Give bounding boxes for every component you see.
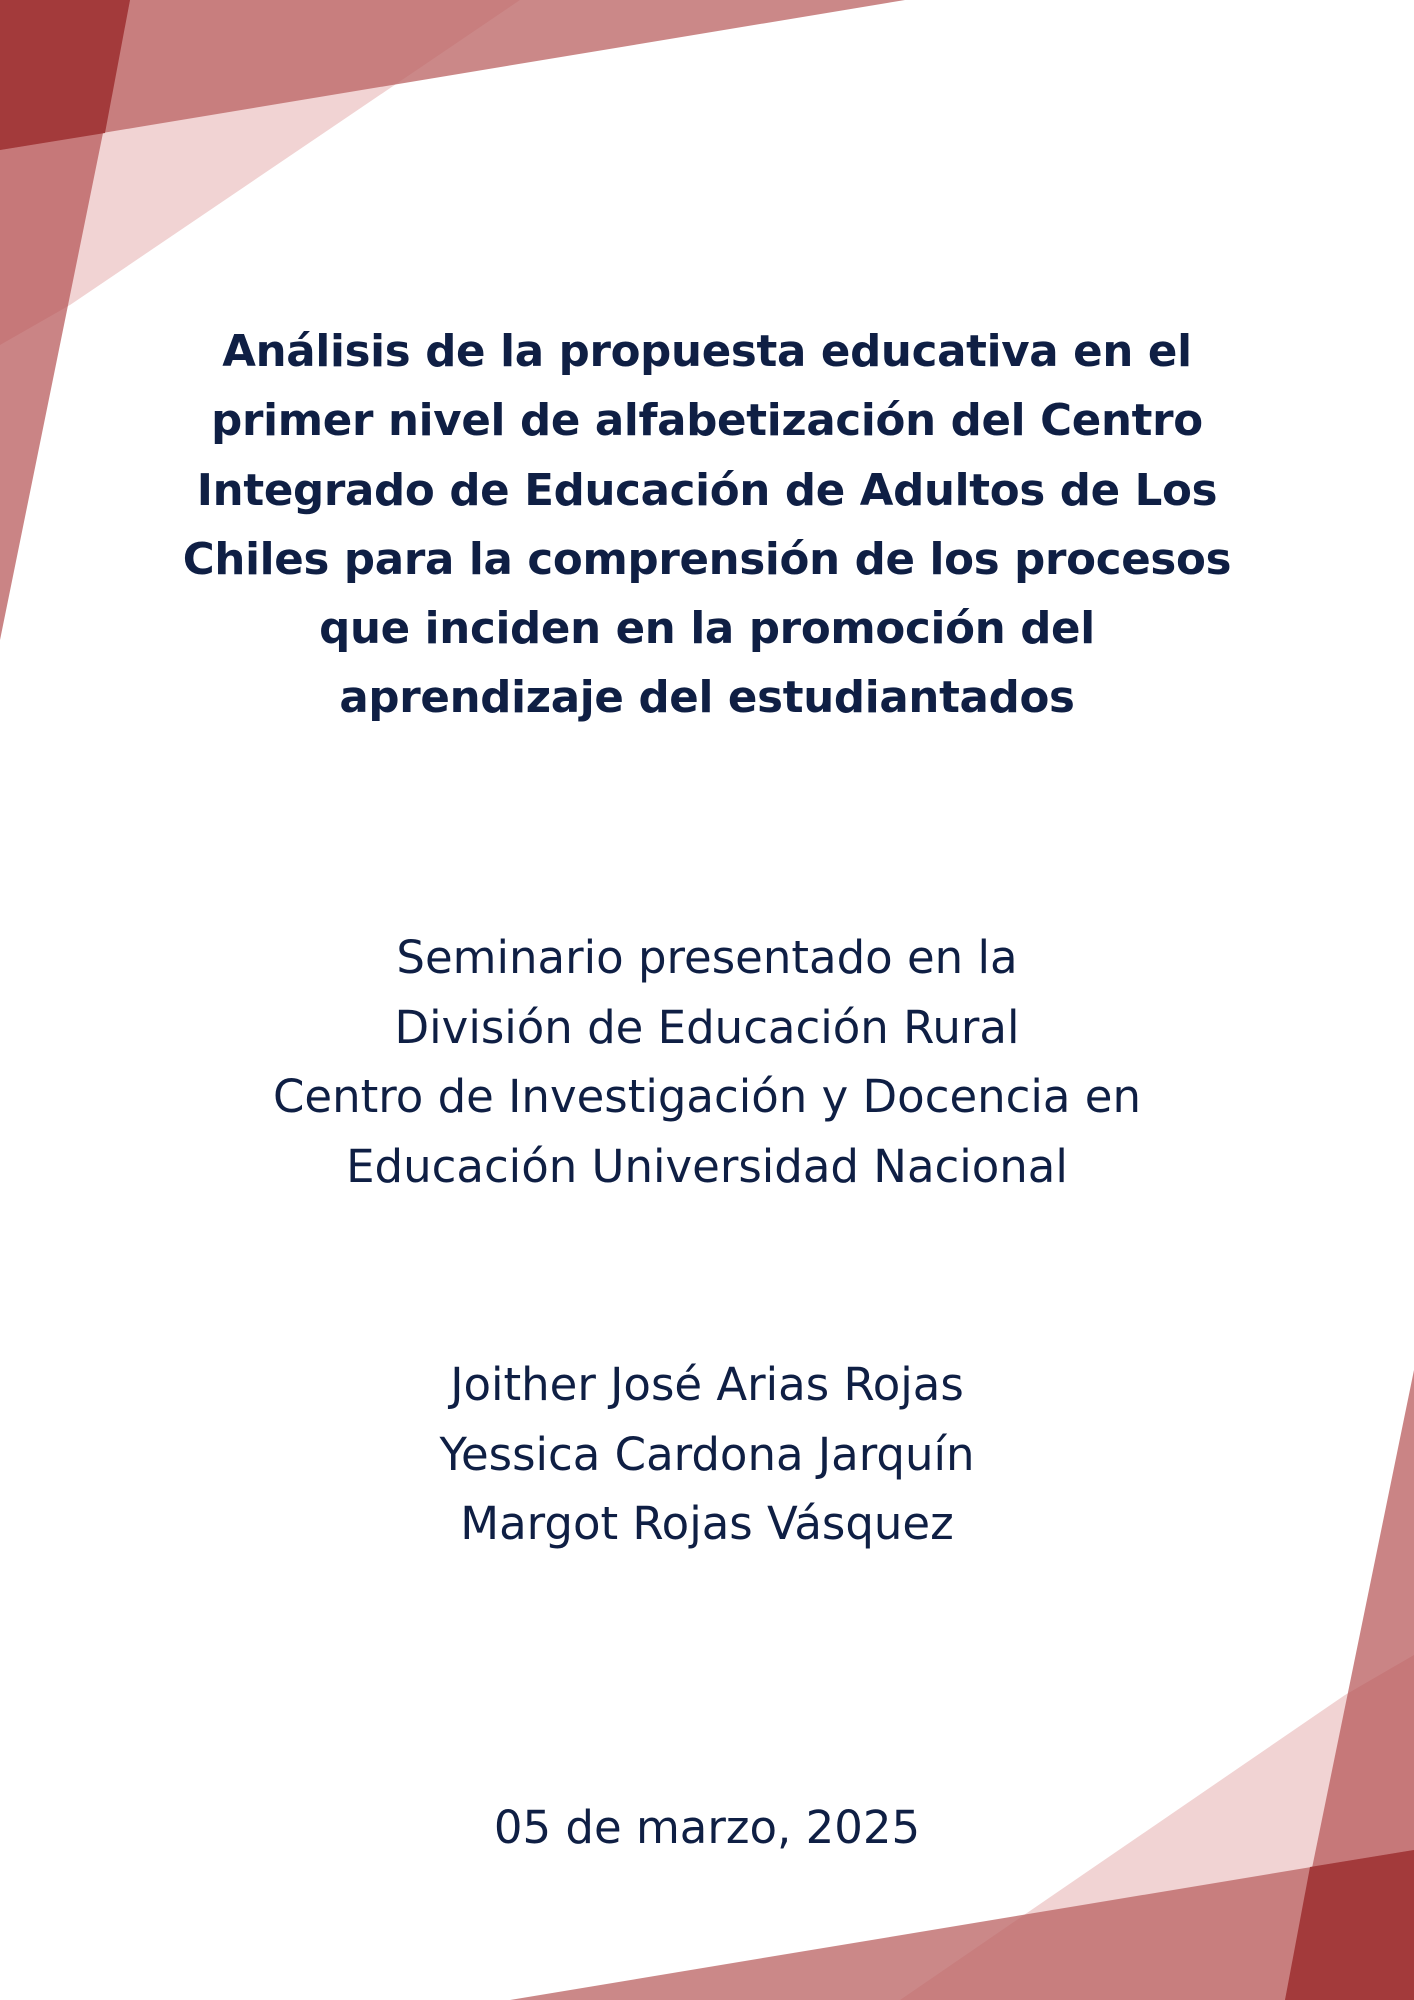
seminar-line: Educación Universidad Nacional [346,1139,1068,1193]
top-left-shape-band [0,0,905,150]
seminar-line: Centro de Investigación y Docencia en [272,1070,1141,1123]
publication-date: 05 de marzo, 2025 [493,1801,921,1854]
title-line: Integrado de Educación de Adultos de Los [196,465,1218,516]
title-line: primer nivel de alfabetización del Centro [211,396,1203,447]
title-line: que inciden en la promoción del [319,604,1095,655]
author-name: Joither José Arias Rojas [450,1358,964,1411]
document-title [117,318,1297,734]
title-line: Chiles para la comprensión de los procesos [182,534,1232,585]
author-list [157,1350,1257,1559]
title-line: aprendizaje del estudiantados [339,673,1075,724]
seminar-line: División de Educación Rural [394,1000,1020,1054]
author-name: Margot Rojas Vásquez [460,1497,954,1550]
author-name: Yessica Cardona Jarquín [439,1427,975,1481]
bottom-right-shape-band [510,1850,1414,2000]
seminar-line: Seminario presentado en la [396,931,1018,984]
title-line: Análisis de la propuesta educativa en el [222,327,1192,377]
seminar-info [157,923,1257,1201]
